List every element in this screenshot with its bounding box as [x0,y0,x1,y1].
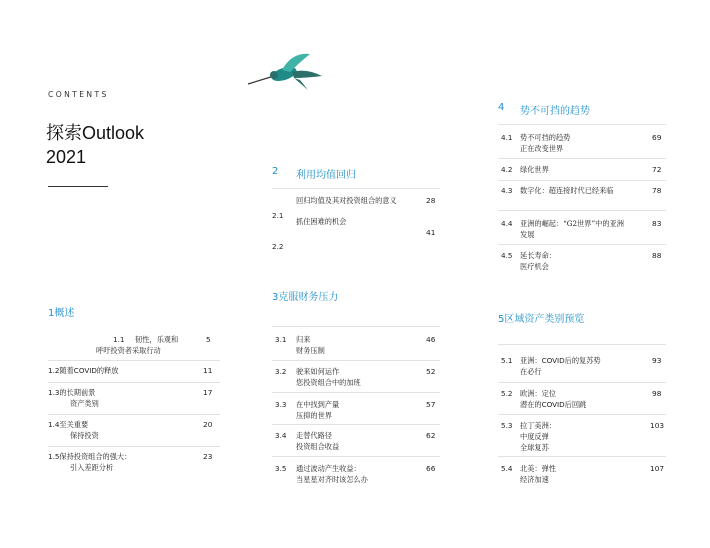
page-title-year: 2021 [46,147,87,167]
toc-4-5-num: 4.5 [501,251,513,260]
toc-3-3-num: 3.3 [275,400,287,409]
toc-4-4-text[interactable]: 亚洲的崛起：“G2世界”中的亚洲 [520,219,624,228]
toc-1-1-page: 5 [206,335,211,344]
section-1-heading: 1概述 [48,308,75,319]
toc-1-1-num: 1.1 [113,335,125,344]
divider [498,244,666,245]
divider [272,424,440,425]
toc-3-4-text2: 投资组合收益 [296,442,340,451]
divider [498,210,666,211]
toc-1-4-text[interactable]: 1.4至关重要 [48,420,89,429]
toc-3-2-page: 52 [426,367,436,376]
toc-1-1-text2: 呼吁投资者采取行动 [96,346,161,355]
toc-5-3-page: 103 [650,421,665,430]
toc-1-4-page: 20 [203,420,213,429]
toc-4-3-num: 4.3 [501,186,513,195]
divider [272,326,440,327]
toc-1-4-text2: 保持投资 [70,431,99,440]
toc-4-1-text2: 正在改变世界 [520,144,564,153]
toc-1-3-text[interactable]: 1.3的长期前景 [48,388,96,397]
toc-4-5-text2: 医疗机会 [520,262,549,271]
divider [48,414,220,415]
toc-3-3-text[interactable]: 在中找到产量 [296,400,340,409]
toc-5-3-num: 5.3 [501,421,513,430]
toc-5-4-page: 107 [650,464,665,473]
toc-1-3-page: 17 [203,388,213,397]
toc-1-2-text[interactable]: 1.2随着COVID的释放 [48,366,119,375]
toc-4-4-num: 4.4 [501,219,513,228]
toc-3-4-page: 62 [426,431,436,440]
toc-3-5-page: 66 [426,464,436,473]
toc-3-2-text2: 您投资组合中的加班 [296,378,361,387]
divider [498,124,666,125]
section-5-heading: 5区域资产类别预览 [498,314,585,325]
toc-5-1-text2: 在必行 [520,367,542,376]
toc-5-1-text[interactable]: 亚洲：COVID后的复苏势 [520,356,601,365]
toc-4-5-text[interactable]: 延长寿命： [520,251,556,260]
toc-5-1-num: 5.1 [501,356,513,365]
toc-1-3-text2: 资产类别 [70,399,99,408]
divider [48,382,220,383]
divider [498,456,666,457]
toc-1-2-page: 11 [203,366,213,375]
toc-2-2-text[interactable]: 抓住困难的机会 [296,217,347,226]
contents-label: CONTENTS [48,90,109,99]
toc-5-4-text2: 经济加速 [520,475,549,484]
toc-3-1-text[interactable]: 归来 [296,335,311,344]
toc-4-4-page: 83 [652,219,662,228]
toc-1-5-text2: 引入差距分析 [70,463,114,472]
toc-4-4-text2: 发展 [520,230,535,239]
toc-2-1-text[interactable]: 回归均值及其对投资组合的意义 [296,196,397,205]
divider [498,382,666,383]
divider [498,414,666,415]
toc-3-5-text[interactable]: 通过波动产生收益： [296,464,361,473]
toc-5-3-text3: 全球复苏 [520,443,549,452]
toc-4-2-num: 4.2 [501,165,513,174]
toc-5-2-text[interactable]: 欧洲：定位 [520,389,556,398]
toc-2-2-page: 41 [426,228,436,237]
toc-3-3-text2: 压抑的世界 [296,411,332,420]
toc-5-2-text2: 潜在的COVID后回跳 [520,400,587,409]
toc-1-5-page: 23 [203,452,213,461]
toc-3-3-page: 57 [426,400,436,409]
title-divider [48,186,108,187]
divider [498,344,666,345]
divider [48,446,220,447]
toc-3-4-text[interactable]: 走替代路径 [296,431,332,440]
divider [272,360,440,361]
toc-5-2-page: 98 [652,389,662,398]
toc-5-2-num: 5.2 [501,389,513,398]
divider [498,180,666,181]
toc-2-2-num: 2.2 [272,242,284,251]
toc-4-1-num: 4.1 [501,133,513,142]
toc-4-3-page: 78 [652,186,662,195]
hummingbird-icon [244,50,326,94]
toc-3-2-text[interactable]: 驶来如何运作 [296,367,340,376]
section-2-num: 2 [272,166,279,177]
divider [272,392,440,393]
toc-3-1-text2: 财务压制 [296,346,325,355]
toc-2-1-num: 2.1 [272,211,284,220]
toc-5-1-page: 93 [652,356,662,365]
toc-5-3-text[interactable]: 拉丁美洲： [520,421,556,430]
toc-2-1-page: 28 [426,196,436,205]
toc-5-4-num: 5.4 [501,464,513,473]
toc-4-2-page: 72 [652,165,662,174]
page-title: 探索Outlook [46,123,145,143]
divider [272,188,440,189]
toc-1-1-text[interactable]: 韧性，乐观和 [135,335,179,344]
toc-4-1-page: 69 [652,133,662,142]
toc-3-4-num: 3.4 [275,431,287,440]
section-2-heading: 利用均值回归 [296,170,356,181]
toc-3-2-num: 3.2 [275,367,287,376]
toc-4-2-text[interactable]: 绿化世界 [520,165,549,174]
toc-4-1-text[interactable]: 势不可挡的趋势 [520,133,571,142]
divider [48,360,220,361]
section-3-heading: 3克服财务压力 [272,292,339,303]
toc-5-3-text2: 中度反弹 [520,432,549,441]
toc-3-1-num: 3.1 [275,335,287,344]
toc-4-3-text[interactable]: 数字化：超连接时代已经来临 [520,186,614,195]
divider [498,158,666,159]
toc-5-4-text[interactable]: 北美：弹性 [520,464,556,473]
toc-3-5-text2: 当星星对齐时该怎么办 [296,475,368,484]
toc-4-5-page: 88 [652,251,662,260]
section-4-heading: 势不可挡的趋势 [520,106,590,117]
toc-3-5-num: 3.5 [275,464,287,473]
toc-3-1-page: 46 [426,335,436,344]
toc-1-5-text[interactable]: 1.5保持投资组合的强大： [48,452,132,461]
divider [272,456,440,457]
section-4-num: 4 [498,102,505,113]
